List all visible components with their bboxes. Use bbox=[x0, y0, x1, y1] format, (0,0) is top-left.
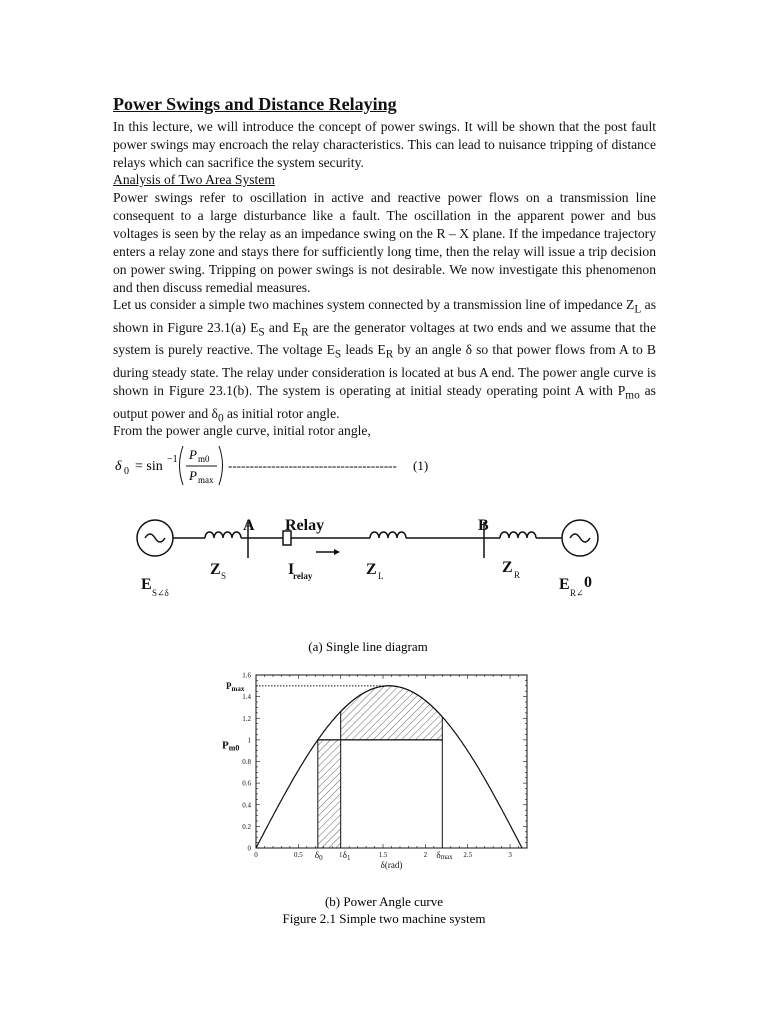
two-machine-paragraph: Let us consider a simple two machines system connected by a transmission line of impedance $Z_L$ as shown in Figure 23.1(a) $E_S$ and $E_R$ are the generator voltages at two ends and we assume that the system is purely reactive. The voltage $E_S$ leads $E_R$ by an angle δ so that power flows from A to B during steady state. The relay under consideration is located at bus A end. The power angle curve is shown in Figure 23.1(b). The system is operating at initial steady operating point A with $P_{mo}$ as output power and $\delta_0$ as initial rotor angle. bbox=[113, 297, 656, 425]
i-label: I bbox=[288, 561, 295, 578]
bus-a-label: A bbox=[243, 517, 255, 534]
eq-sin: = sin bbox=[135, 459, 163, 474]
decelerating-area bbox=[341, 686, 443, 740]
intro-paragraph: In this lecture, we will introduce the concept of power swings. It will be shown that the post fault power swings may encroach the relay characteristics. This can lead to nuisance tripping of distance relays which can sacrifice the system security. bbox=[113, 119, 656, 170]
zs-label: Z bbox=[210, 561, 221, 578]
eq-dashes: --------------------------------------- bbox=[228, 458, 397, 473]
eq-delta: δ bbox=[115, 459, 122, 474]
sld-caption bbox=[0, 636, 768, 660]
source-r-sine bbox=[570, 534, 590, 542]
x-tick-label: 1 bbox=[338, 851, 343, 859]
x-tick-label: 1.5 bbox=[378, 851, 388, 859]
rotor-angle-equation bbox=[113, 440, 513, 490]
y-tick-label: 0.2 bbox=[242, 822, 251, 831]
x-tick-label: 0 bbox=[254, 851, 258, 859]
x-axis-label: δ(rad) bbox=[380, 860, 403, 870]
y-tick-label: 1.6 bbox=[242, 671, 251, 680]
source-s-sine bbox=[145, 534, 165, 542]
eq-den-sub: max bbox=[198, 475, 214, 485]
eq-number: (1) bbox=[413, 458, 429, 473]
eq-num-sub: m0 bbox=[198, 454, 210, 464]
y-tick-label: 1.2 bbox=[242, 714, 251, 723]
accelerating-area bbox=[318, 740, 341, 848]
power-swing-paragraph: Power swings refer to oscillation in active and reactive power flows on a transmission line consequent to a large disturbance like a fault. The oscillation in the apparent power and bus voltages is seen by the relay as an impedance swing on the R – X plane. If the impedance trajectory enters a relay zone and stays there for sufficiently long time, then the relay will issue a trip decision on power swing. Tripping on power swings is not desirable. We now investigate this phenomenon and then discuss remedial measures. bbox=[113, 190, 656, 295]
i-sub: relay bbox=[293, 571, 313, 581]
section-heading: Analysis of Two Area System bbox=[113, 172, 275, 187]
delta0-label: $\delta_0$ bbox=[314, 850, 323, 862]
current-arrow-head bbox=[334, 549, 340, 555]
pm0-label: Pm0 bbox=[222, 739, 240, 753]
captions bbox=[0, 888, 768, 932]
zr-label: Z bbox=[502, 559, 513, 576]
zr-sub: R bbox=[514, 570, 521, 580]
page-title: Power Swings and Distance Relaying bbox=[113, 94, 397, 114]
eq-sup: −1 bbox=[167, 454, 178, 465]
y-tick-label: 1.4 bbox=[242, 693, 251, 702]
x-tick-label: 2 bbox=[423, 851, 428, 859]
es-label: E bbox=[141, 576, 152, 593]
er-angle: 0 bbox=[584, 574, 592, 591]
y-tick-label: 0.6 bbox=[242, 779, 251, 788]
eq-right-paren bbox=[219, 446, 223, 485]
eq-den: P bbox=[189, 468, 197, 483]
zs-sub: S bbox=[221, 571, 227, 581]
pmax-label: $P_{max}$ bbox=[226, 680, 245, 693]
y-tick-label: 1 bbox=[247, 736, 251, 745]
y-tick-label: 0.8 bbox=[242, 758, 251, 766]
power-angle-chart bbox=[0, 660, 768, 880]
sld-caption-text: (a) Single line diagram bbox=[308, 639, 428, 654]
x-tick-label: 2.5 bbox=[463, 851, 473, 859]
es-sub: S∠δ bbox=[152, 588, 169, 598]
y-tick-label: 0 bbox=[247, 844, 251, 853]
delta-max-label: δmax bbox=[436, 850, 453, 861]
figure-caption: Figure 2.1 Simple two machine system bbox=[282, 911, 486, 926]
chart-caption: (b) Power Angle curve bbox=[324, 894, 444, 909]
er-label: E bbox=[559, 576, 570, 593]
x-tick-label: 3 bbox=[508, 851, 512, 859]
eq-delta-sub: 0 bbox=[124, 466, 129, 477]
delta1-label: $\delta_1$ bbox=[342, 850, 351, 862]
zl-sub: L bbox=[378, 571, 384, 581]
x-tick-label: 0.5 bbox=[293, 851, 303, 859]
eq-left-paren bbox=[180, 446, 184, 485]
eq-num: P bbox=[189, 447, 197, 462]
zl-inductor bbox=[370, 532, 406, 538]
zs-inductor bbox=[205, 532, 241, 538]
bus-b-label: B bbox=[478, 517, 489, 534]
zr-inductor bbox=[500, 532, 536, 538]
y-tick-label: 0.4 bbox=[242, 801, 251, 810]
er-sub: R∠ bbox=[570, 588, 584, 598]
relay-label: Relay bbox=[285, 517, 325, 534]
zl-label: Z bbox=[366, 561, 377, 578]
from-curve-text: From the power angle curve, initial rotor angle, bbox=[113, 423, 371, 438]
single-line-diagram bbox=[0, 500, 768, 610]
